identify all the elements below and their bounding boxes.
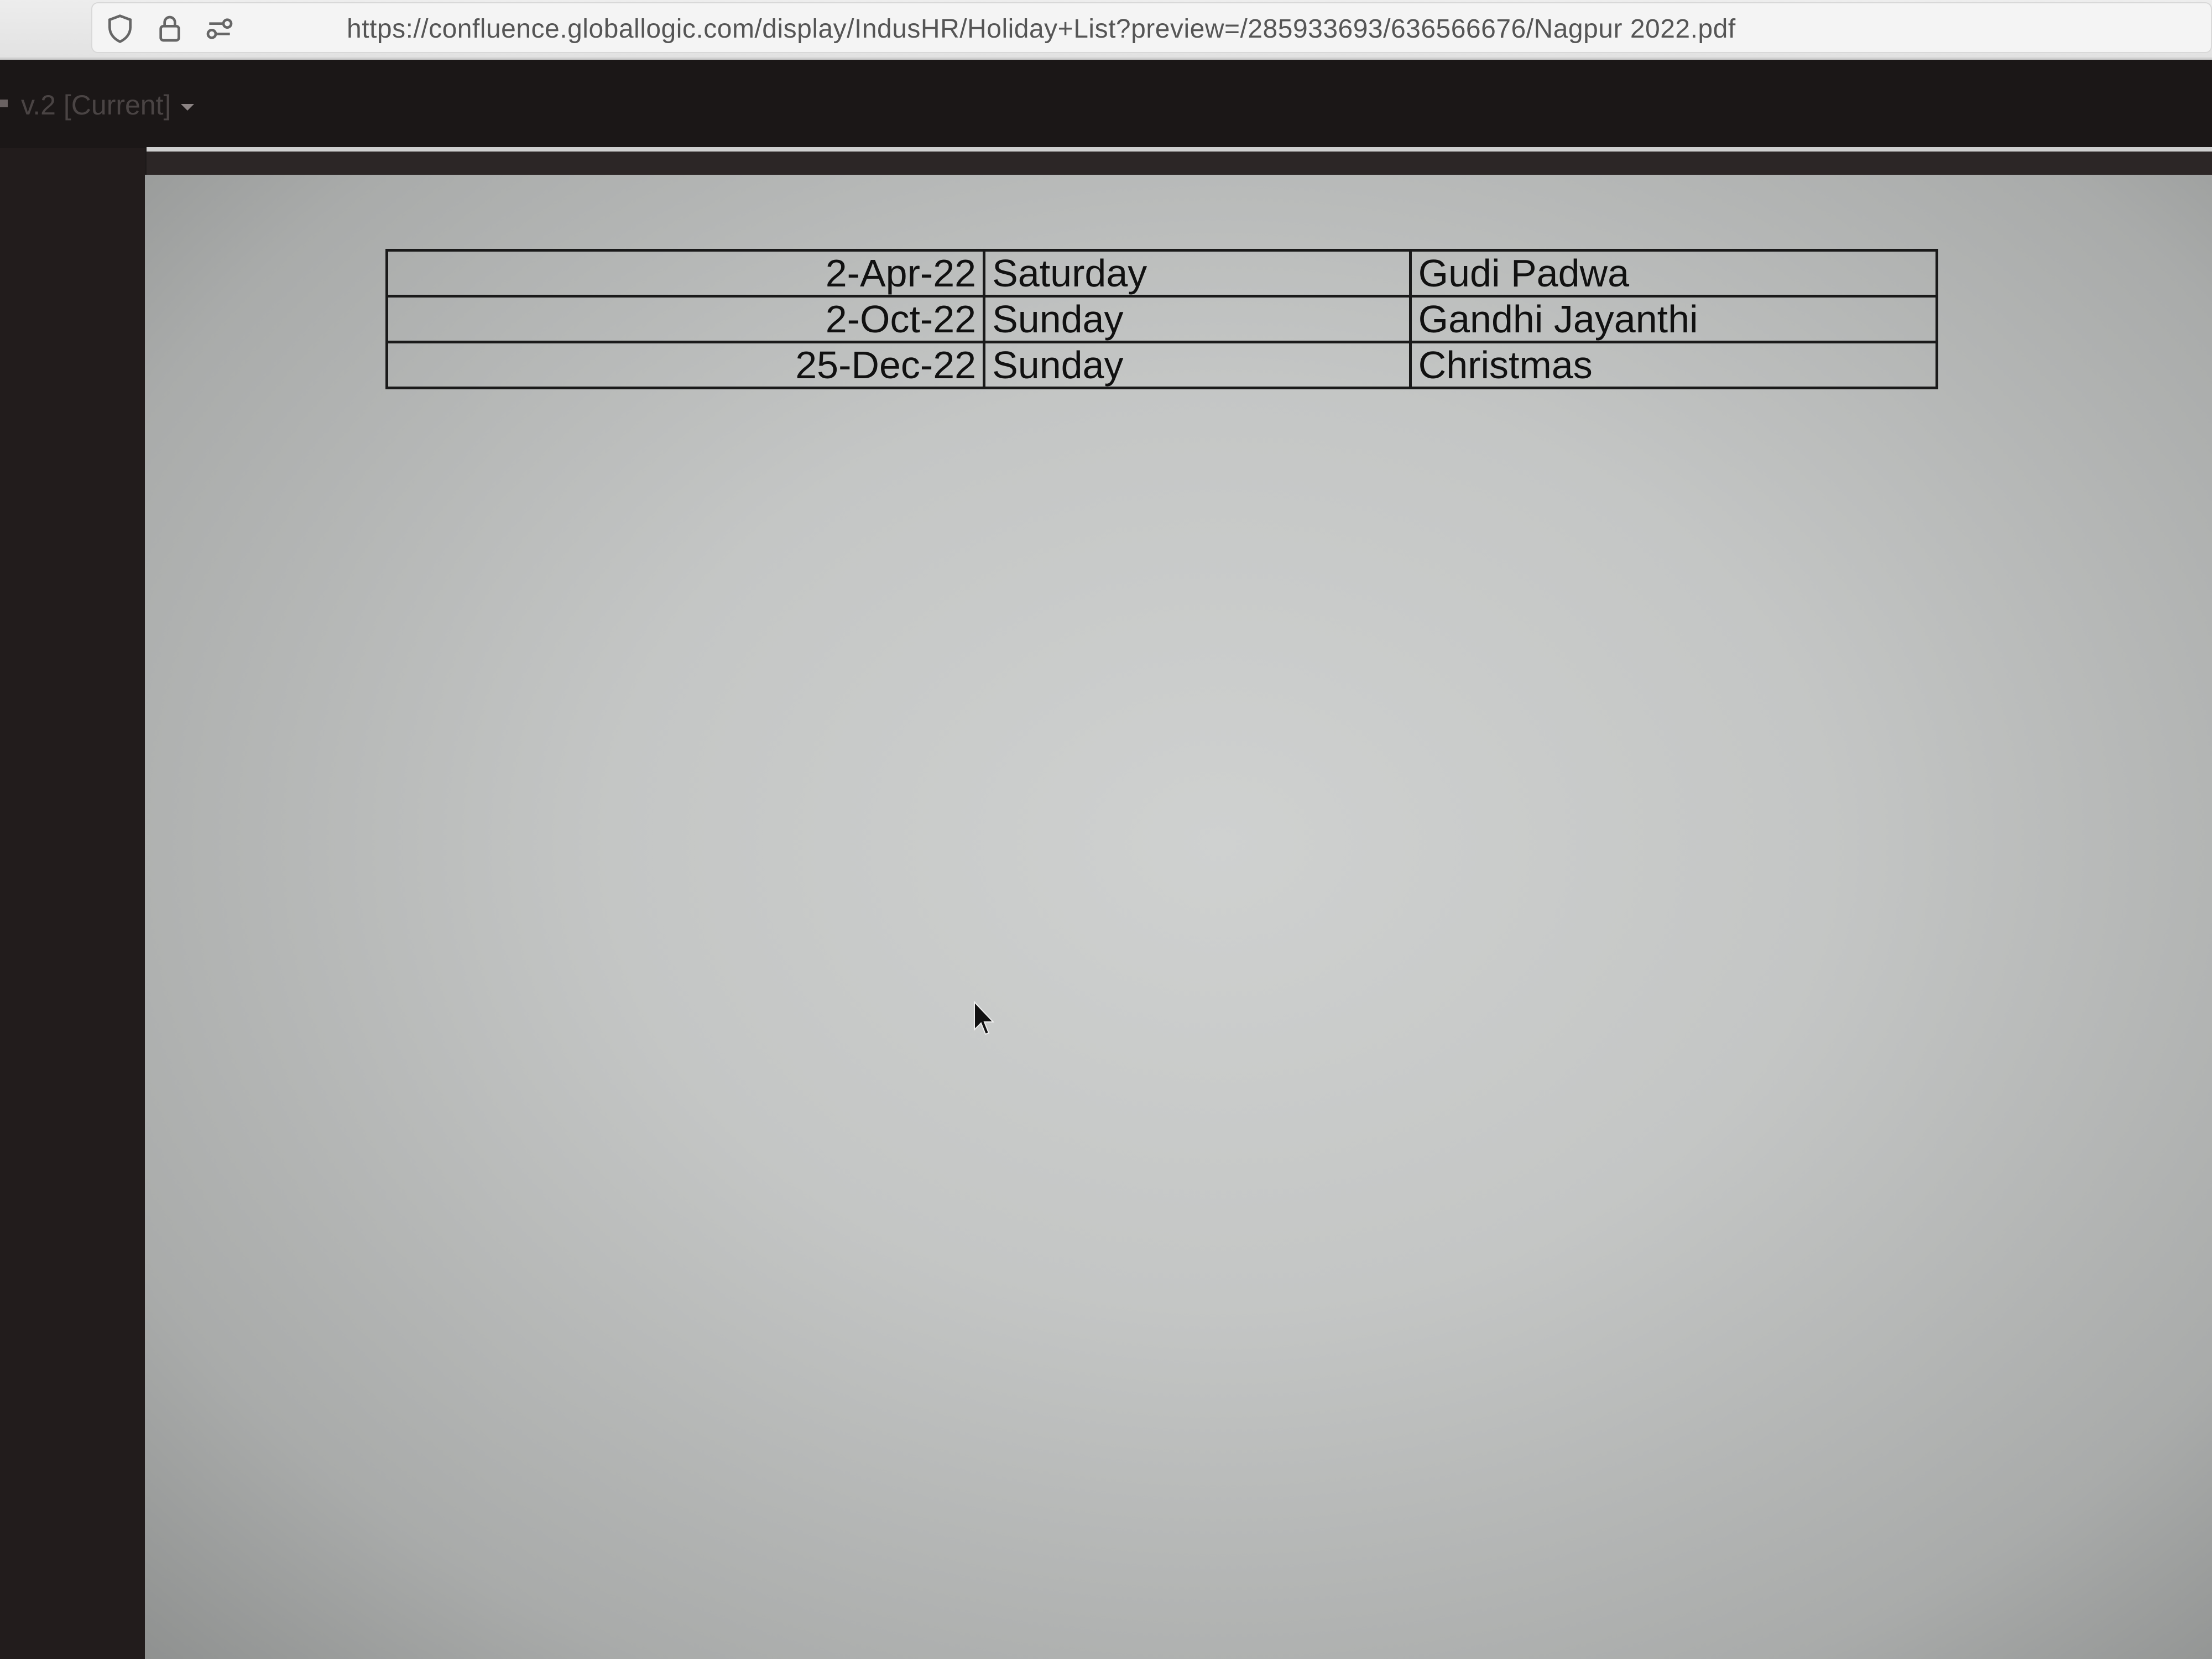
holiday-name: Gandhi Jayanthi: [1410, 296, 1937, 342]
page-gap: [147, 152, 2212, 175]
table-row: [387, 296, 1937, 342]
lock-icon[interactable]: [154, 13, 185, 44]
shield-icon[interactable]: [105, 13, 135, 44]
table-row: [387, 342, 1937, 388]
chevron-down-icon: [181, 104, 194, 111]
address-bar[interactable]: [91, 2, 2212, 53]
pdf-page[interactable]: [145, 175, 2212, 1659]
holiday-date: 2-Apr-22: [387, 251, 984, 296]
url-text[interactable]: https://confluence.globallogic.com/display/IndusHR/Holiday+List?preview=/285933693/636566676/Nagpur 2022.pdf: [347, 14, 1736, 44]
mouse-pointer-icon: [973, 1001, 995, 1036]
holiday-table: [385, 249, 1938, 389]
holiday-name: Gudi Padwa: [1410, 251, 1937, 296]
table-row: [387, 251, 1937, 296]
holiday-name: Christmas: [1410, 342, 1937, 388]
holiday-day: Sunday: [984, 342, 1411, 388]
viewer-toolbar: [0, 60, 2212, 148]
viewer-sidebar: [0, 148, 145, 1659]
holiday-date: 2-Oct-22: [387, 296, 984, 342]
version-label: v.2 [Current]: [21, 90, 171, 121]
holiday-day: Saturday: [984, 251, 1411, 296]
version-marker: [0, 100, 8, 107]
version-dropdown[interactable]: [21, 86, 194, 124]
permissions-icon[interactable]: [204, 13, 235, 44]
holiday-date: 25-Dec-22: [387, 342, 984, 388]
browser-toolbar: [0, 0, 2212, 60]
holiday-day: Sunday: [984, 296, 1411, 342]
page-divider: [147, 147, 2212, 152]
